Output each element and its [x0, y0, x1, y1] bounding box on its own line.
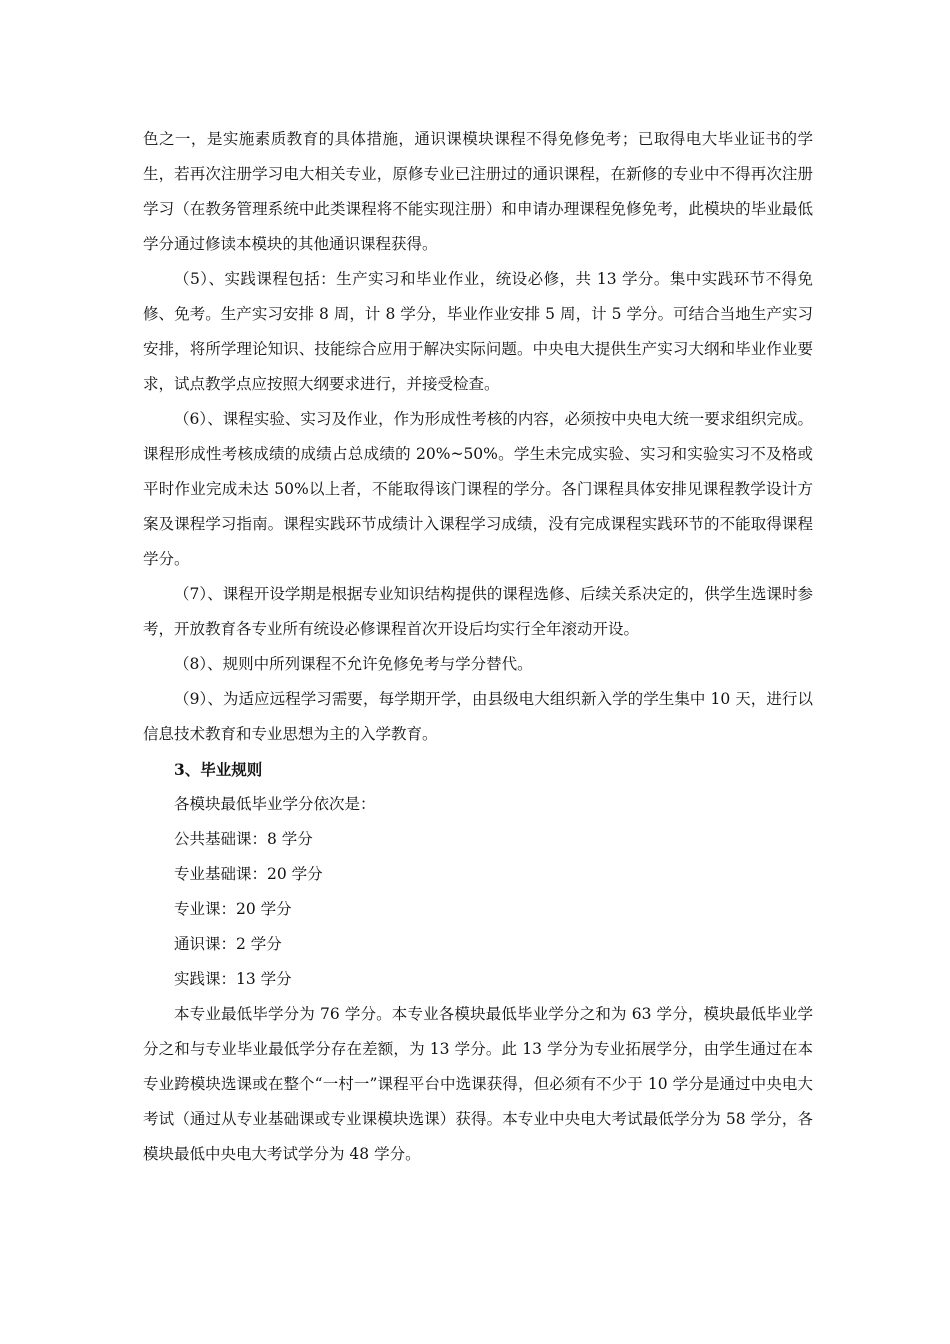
section-heading-graduation-rules: 3、毕业规则 [174, 760, 263, 779]
credit-item-professional: 专业课：20 学分 [174, 900, 292, 918]
paragraph-practice-courses: （5）、实践课程包括：生产实习和毕业作业，统设必修，共 13 学分。集中实践环节不得免修、免考。生产实习安排 8 周，计 8 学分，毕业作业安排 5 周，计 5 学分。可结合当地生产实习安排，将所学理论知识、技能综合应用于解决实际问题。中央电大提供生产实习大纲和毕业作业要求，试点教学点应按照大纲要求进行，并接受检查。 [143, 270, 813, 393]
credits-intro: 各模块最低毕业学分依次是： [174, 795, 376, 813]
credit-item-practice: 实践课：13 学分 [174, 970, 292, 988]
paragraph-experiments-assessment: （6）、课程实验、实习及作业，作为形成性考核的内容，必须按中央电大统一要求组织完成。课程形成性考核成绩的成绩占总成绩的 20%~50%。学生未完成实验、实习和实验实习不及格或平时作业完成未达 50%以上者，不能取得该门课程的学分。各门课程具体安排见课程教学设计方案及课程学习指南。课程实践环节成绩计入课程学习成绩，没有完成课程实践环节的不能取得课程学分。 [143, 410, 813, 568]
credit-item-general: 通识课：2 学分 [174, 935, 282, 953]
document-body [143, 122, 813, 1172]
credit-item-professional-basic: 专业基础课：20 学分 [174, 865, 323, 883]
paragraph-orientation: （9）、为适应远程学习需要，每学期开学，由县级电大组织新入学的学生集中 10 天，进行以信息技术教育和专业思想为主的入学教育。 [143, 690, 813, 743]
paragraph-general-courses: 色之一，是实施素质教育的具体措施，通识课模块课程不得免修免考；已取得电大毕业证书的学生，若再次注册学习电大相关专业，原修专业已注册过的通识课程，在新修的专业中不得再次注册学习（在教务管理系统中此类课程将不能实现注册）和申请办理课程免修免考，此模块的毕业最低学分通过修读本模块的其他通识课程获得。 [143, 130, 813, 253]
paragraph-credit-summary: 本专业最低毕学分为 76 学分。本专业各模块最低毕业学分之和为 63 学分，模块最低毕业学分之和与专业毕业最低学分存在差额，为 13 学分。此 13 学分为专业拓展学分，由学生通过在本专业跨模块选课或在整个“一村一”课程平台中选课获得，但必须有不少于 10 学分是通过中央电大考试（通过从专业基础课或专业课模块选课）获得。本专业中央电大考试最低学分为 58 学分，各模块最低中央电大考试学分为 48 学分。 [143, 1005, 813, 1163]
credit-item-public-basic: 公共基础课：8 学分 [174, 830, 313, 848]
paragraph-no-exemption: （8）、规则中所列课程不允许免修免考与学分替代。 [174, 655, 533, 673]
paragraph-course-schedule: （7）、课程开设学期是根据专业知识结构提供的课程选修、后续关系决定的，供学生选课时参考，开放教育各专业所有统设必修课程首次开设后均实行全年滚动开设。 [143, 585, 813, 638]
